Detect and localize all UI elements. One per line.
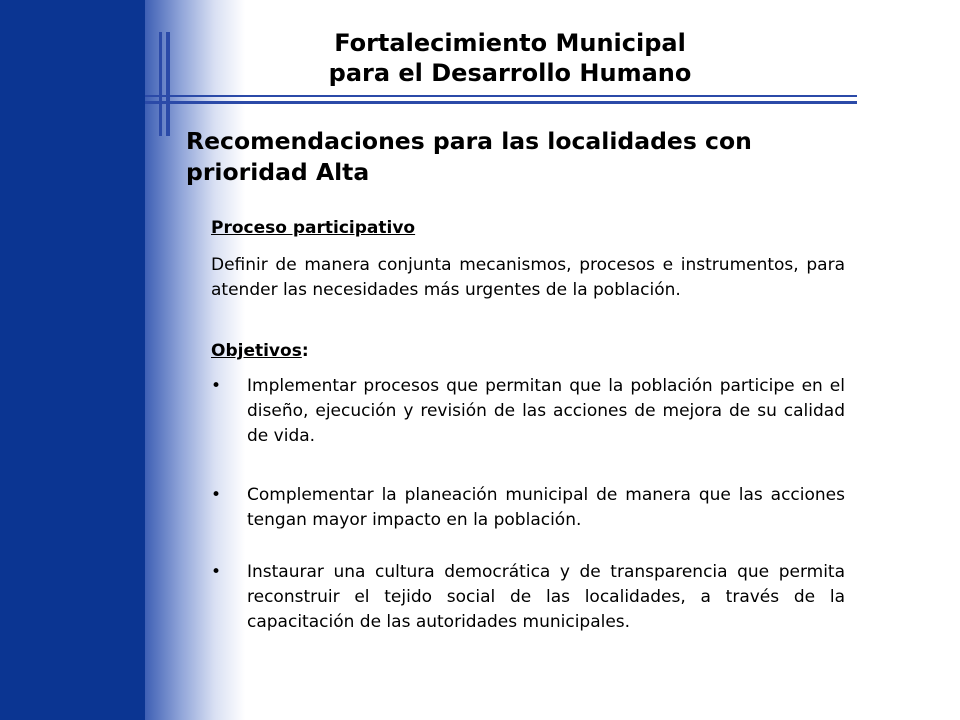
- decor-horizontal-line-2: [145, 101, 857, 104]
- list-item: [211, 483, 845, 533]
- objetivos-heading-colon: :: [301, 341, 309, 361]
- list-item-text: Implementar procesos que permitan que la población participe en el diseño, ejecución y revisión de las acciones de mejora de su calidad de vida.: [247, 376, 845, 446]
- objetivos-heading: [211, 339, 845, 364]
- objetivos-list: [211, 374, 845, 635]
- list-item-text: Complementar la planeación municipal de manera que las acciones tengan mayor impacto en la población.: [247, 485, 845, 530]
- decor-vertical-line-2: [166, 32, 170, 136]
- objetivos-heading-label: Objetivos: [211, 341, 302, 361]
- section-heading-line-1: Recomendaciones para las localidades con: [186, 127, 752, 155]
- bullet-icon: •: [211, 376, 222, 396]
- page-title: [230, 28, 790, 88]
- content-body: [211, 216, 845, 635]
- bullet-icon: •: [211, 485, 222, 505]
- sidebar-band: [0, 0, 145, 720]
- decor-horizontal-line-1: [145, 95, 857, 97]
- decor-vertical-line-1: [159, 32, 162, 136]
- proceso-heading: Proceso participativo: [211, 218, 416, 238]
- page-title-line-2: para el Desarrollo Humano: [328, 59, 692, 87]
- section-heading: [186, 126, 866, 188]
- list-item: [211, 560, 845, 635]
- proceso-paragraph: Definir de manera conjunta mecanismos, procesos e instrumentos, para atender las necesidades más urgentes de la población.: [211, 255, 845, 300]
- list-item-text: Instaurar una cultura democrática y de transparencia que permita reconstruir el tejido social de las localidades, a través de la capacitación de las autoridades municipales.: [247, 562, 845, 632]
- list-item: [211, 374, 845, 449]
- bullet-icon: •: [211, 562, 222, 582]
- page-title-line-1: Fortalecimiento Municipal: [334, 29, 686, 57]
- section-heading-line-2: prioridad Alta: [186, 158, 370, 186]
